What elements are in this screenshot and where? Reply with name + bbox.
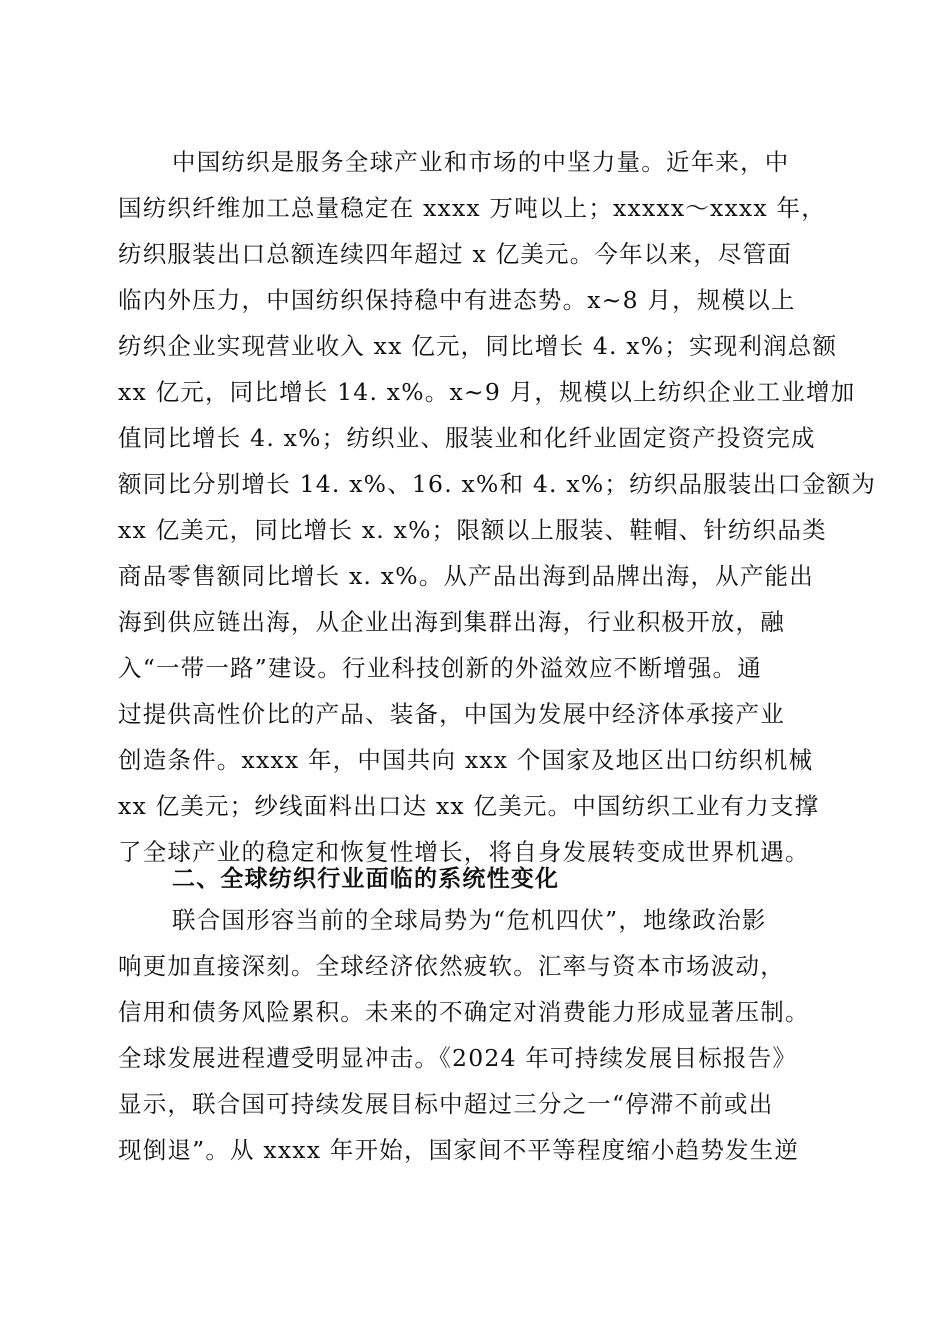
paragraph-line: 纺织企业实现营业收入 xx 亿元，同比增长 4. x%；实现利润总额	[118, 332, 838, 360]
paragraph-line: xx 亿元，同比增长 14. x%。x~9 月，规模以上纺织企业工业增加	[118, 378, 856, 406]
paragraph-line: 了全球产业的稳定和恢复性增长，将自身发展转变成世界机遇。	[118, 838, 810, 866]
paragraph-line: 入“一带一路”建设。行业科技创新的外溢效应不断增强。通	[118, 654, 762, 682]
paragraph-line: 创造条件。xxxx 年，中国共向 xxx 个国家及地区出口纺织机械	[118, 746, 814, 774]
paragraph-line: 现倒退”。从 xxxx 年开始，国家间不平等程度缩小趋势发生逆	[118, 1136, 800, 1164]
paragraph-line: 临内外压力，中国纺织保持稳中有进态势。x~8 月，规模以上	[118, 286, 796, 314]
paragraph-line: 额同比分别增长 14. x%、16. x%和 4. x%；纺织品服装出口金额为	[118, 470, 877, 498]
paragraph-line: 纺织服装出口总额连续四年超过 x 亿美元。今年以来，尽管面	[118, 240, 792, 268]
paragraph-line: 显示，联合国可持续发展目标中超过三分之一“停滞不前或出	[118, 1090, 774, 1118]
paragraph-line: 国纺织纤维加工总量稳定在 xxxx 万吨以上；xxxxx～xxxx 年，	[118, 194, 826, 222]
paragraph-line: 联合国形容当前的全球局势为“危机四伏”，地缘政治影	[172, 906, 767, 934]
paragraph-line: xx 亿美元，同比增长 x. x%；限额以上服装、鞋帽、针纺织品类	[118, 516, 827, 544]
paragraph-line: 过提供高性价比的产品、装备，中国为发展中经济体承接产业	[118, 700, 785, 728]
paragraph-line: 响更加直接深刻。全球经济依然疲软。汇率与资本市场波动，	[118, 952, 785, 980]
paragraph-line: xx 亿美元；纱线面料出口达 xx 亿美元。中国纺织工业有力支撑	[118, 792, 820, 820]
paragraph-line: 全球发展进程遭受明显冲击。《2024 年可持续发展目标报告》	[118, 1044, 798, 1072]
paragraph-line: 中国纺织是服务全球产业和市场的中坚力量。近年来，中	[172, 148, 790, 176]
paragraph-line: 值同比增长 4. x%；纺织业、服装业和化纤业固定资产投资完成	[118, 424, 816, 452]
paragraph-line: 海到供应链出海，从企业出海到集群出海，行业积极开放，融	[118, 608, 785, 636]
paragraph-line: 信用和债务风险累积。未来的不确定对消费能力形成显著压制。	[118, 998, 810, 1026]
section-heading: 二、全球纺织行业面临的系统性变化	[172, 866, 560, 892]
paragraph-line: 商品零售额同比增长 x. x%。从产品出海到品牌出海，从产能出	[118, 562, 814, 590]
